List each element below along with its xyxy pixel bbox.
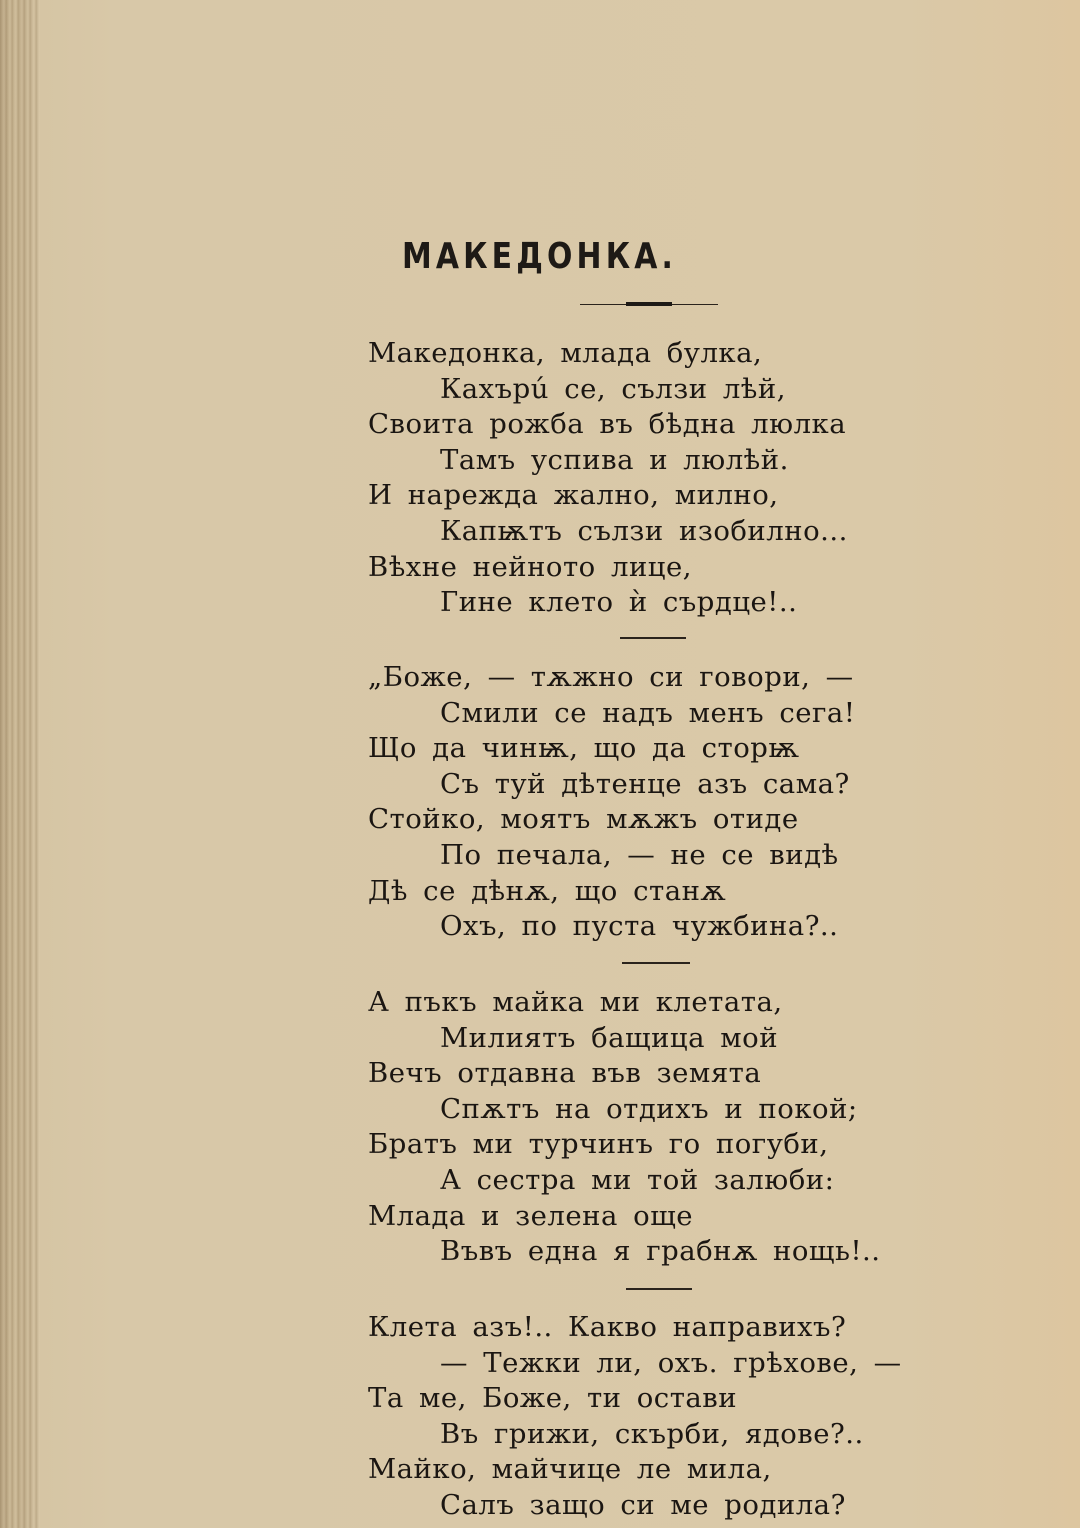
- poem-line: Въвъ една я грабнѫ нощь!..: [440, 1235, 881, 1268]
- stanza-divider: [620, 637, 686, 639]
- poem-title: МАКЕДОНКА.: [401, 236, 678, 277]
- stanza-1: [368, 336, 948, 621]
- poem-line: По печала, — не се видѣ: [440, 838, 839, 871]
- poem-line: Що да чинѭ, що да сторѭ: [368, 732, 800, 765]
- poem-line: Вѣхне нейното лице,: [368, 550, 692, 583]
- poem-line: Гине клето ѝ сърдце!..: [440, 586, 798, 619]
- poem-line: Клета азъ!.. Какво направихъ?: [368, 1311, 847, 1343]
- poem-line: И нарежда жално, милно,: [368, 479, 779, 512]
- poem-line: Кахърú се, сълзи лѣй,: [440, 372, 786, 405]
- stanza-2: [368, 660, 948, 945]
- poem-line: Смили се надъ менъ сега!: [440, 696, 856, 729]
- poem-line: Братъ ми турчинъ го погуби,: [368, 1128, 829, 1161]
- poem-line: Тамъ успива и люлѣй.: [440, 443, 789, 476]
- title-ornament-bar: [626, 302, 672, 306]
- page-edge: [0, 0, 40, 1528]
- poem-line: А сестра ми той залюби:: [440, 1163, 835, 1196]
- poem-line: Охъ, по пуста чужбина?..: [440, 910, 839, 943]
- stanza-divider: [626, 1288, 692, 1290]
- poem-line: „Боже, — тѫжно си говори, —: [368, 661, 854, 693]
- poem-line: Спѫтъ на отдихъ и покой;: [440, 1092, 858, 1125]
- poem-line: Стойко, моятъ мѫжъ отиде: [368, 803, 799, 836]
- stanza-divider: [622, 962, 690, 964]
- poem-line: Салъ защо си ме родила?: [440, 1488, 846, 1521]
- stanza-4: [368, 1310, 948, 1524]
- poem-line: Въ грижи, скърби, ядове?..: [440, 1417, 864, 1450]
- poem-line: Млада и зелена още: [368, 1199, 694, 1232]
- stanza-3: [368, 985, 948, 1270]
- poem-line: — Тежки ли, охъ. грѣхове, —: [440, 1346, 902, 1379]
- poem-line: Та ме, Боже, ти остави: [368, 1382, 738, 1415]
- poem-line: Македонка, млада булка,: [368, 337, 763, 369]
- poem-line: Вечъ отдавна във земята: [368, 1057, 762, 1090]
- poem-line: Своита рожба въ бѣдна люлка: [368, 408, 847, 441]
- poem-line: Капѭтъ сълзи изобилно...: [440, 514, 848, 547]
- title-ornament-rule: [580, 304, 718, 305]
- poem-line: А пъкъ майка ми клетата,: [368, 986, 783, 1018]
- poem-line: Милиятъ бащица мой: [440, 1021, 779, 1054]
- poem-line: Майко, майчице ле мила,: [368, 1453, 772, 1486]
- poem-line: Дѣ се дѣнѫ, що станѫ: [368, 874, 727, 907]
- poem-line: Съ туй дѣтенце азъ сама?: [440, 767, 850, 800]
